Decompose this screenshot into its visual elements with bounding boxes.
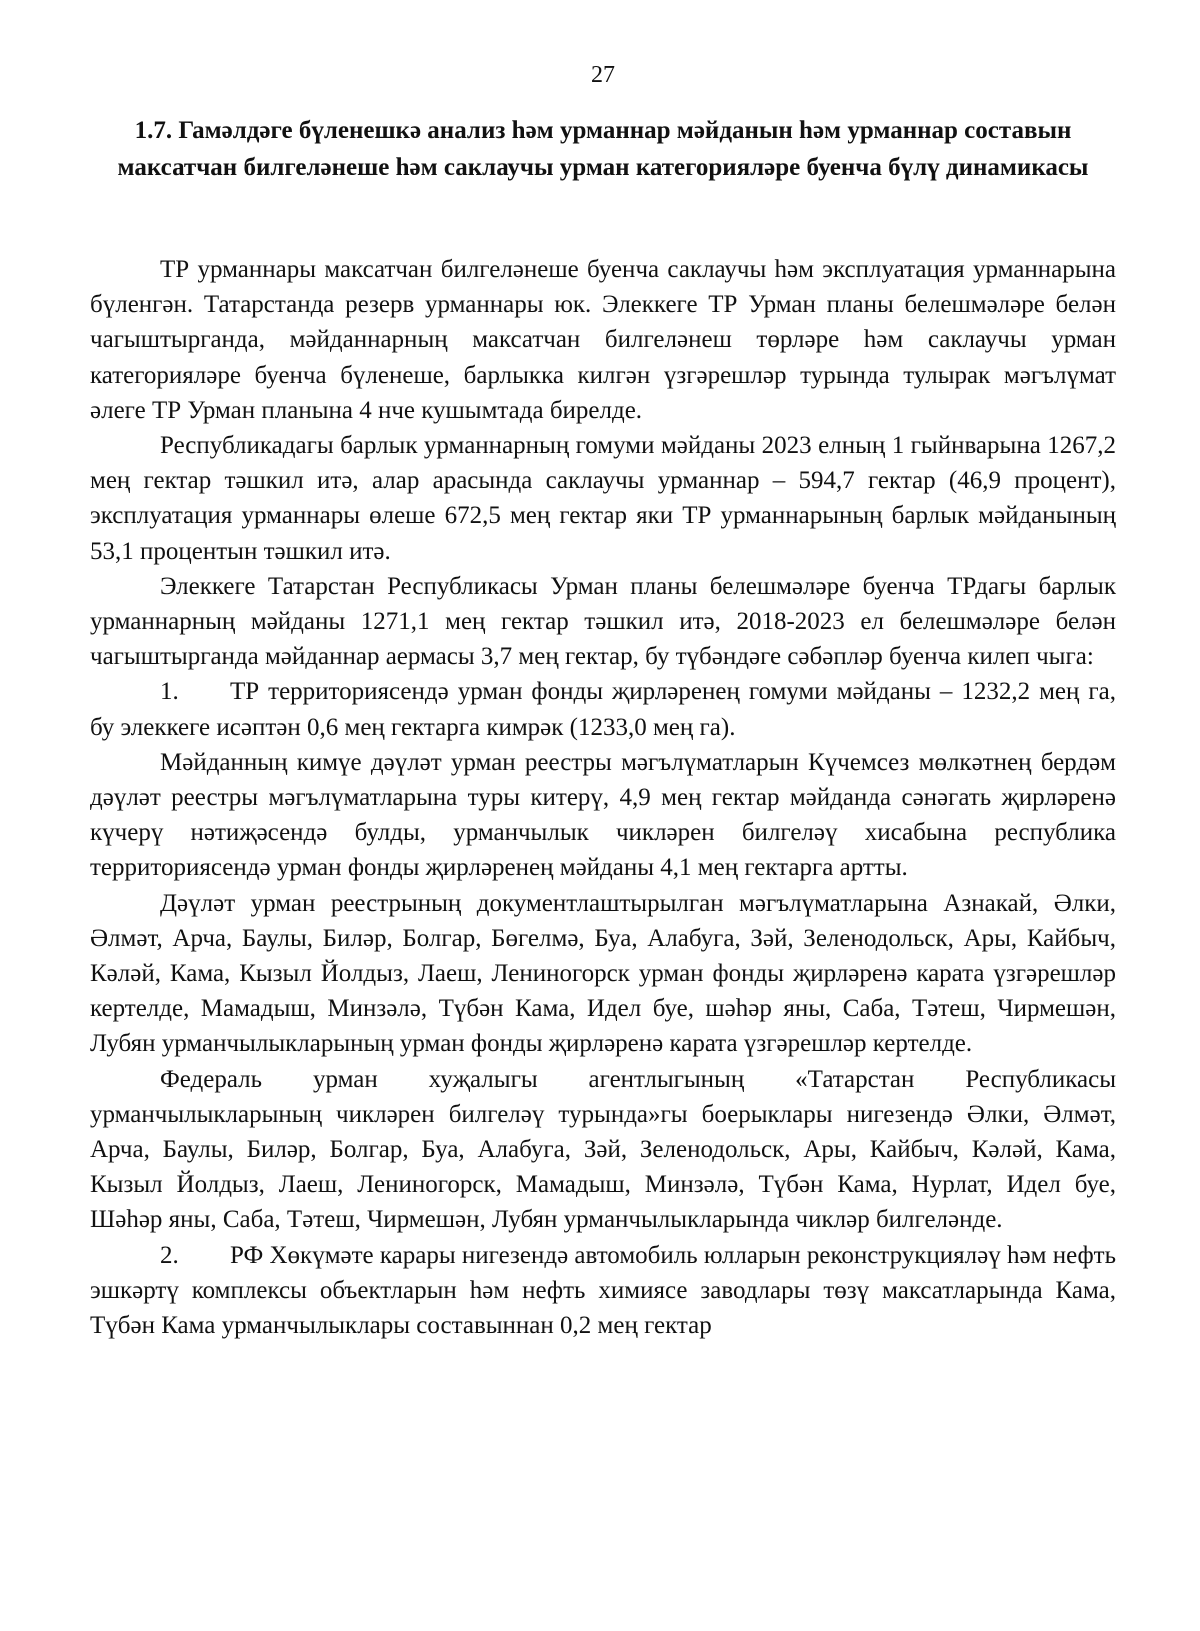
item-number: 1. <box>160 678 179 706</box>
item-number: 2. <box>160 1241 179 1269</box>
paragraph: Федераль урман хуҗалыгы агентлыгының «Татарстан Республикасы урманчылыкларының чикләрен билгеләү турында»гы боерыклары нигезендә Әлки, Әлмәт, Арча, Баулы, Биләр, Болгар, Буа, Алабуга, Зәй, Зеленодольск, Ары, Кайбыч, Кәләй, Кама, Кызыл Йолдыз, Лаеш, Лениногорск, Мамадыш, Минзәлә, Түбән Кама, Нурлат, Идел буе, Шәһәр яны, Саба, Тәтеш, Чирмешән, Лубян урманчылыкларында чикләр билгеләнде. <box>90 1065 1116 1234</box>
body-text <box>90 252 1116 1343</box>
numbered-item-1 <box>90 674 1116 744</box>
numbered-item-2 <box>90 1238 1116 1344</box>
item-text: РФ Хөкүмәте карары нигезендә автомобиль юлларын реконструкцияләү һәм нефть эшкәртү комплексы объектларын һәм нефть химиясе заводлары төзү максатларында Кама, Түбән Кама урманчылыклары составыннан 0,2 мең гектар <box>90 1241 1116 1340</box>
paragraph: Республикадагы барлык урманнарның гомуми мәйданы 2023 елның 1 гыйнварына 1267,2 мең гектар тәшкил итә, алар арасында саклаучы урманнар – 594,7 гектар (46,9 процент), эксплуатация урманнары өлеше 672,5 мең гектар яки ТР урманнарының барлык мәйданының 53,1 процентын тәшкил итә. <box>90 432 1116 565</box>
paragraph: Дәүләт урман реестрының документлаштырылган мәгълүматларына Азнакай, Әлки, Әлмәт, Арча, Баулы, Биләр, Болгар, Бөгелмә, Буа, Алабуга, Зәй, Зеленодольск, Ары, Кайбыч, Кәләй, Кама, Кызыл Йолдыз, Лаеш, Лениногорск урман фонды җирләренә карата үзгәрешләр кертелде, Мамадыш, Минзәлә, Түбән Кама, Идел буе, шәһәр яны, Саба, Тәтеш, Чирмешән, Лубян урманчылыкларының урман фонды җирләренә карата үзгәрешләр кертелде. <box>90 889 1116 1058</box>
section-heading: 1.7. Гамәлдәге бүленешкә анализ һәм урманнар мәйданын һәм урманнар составын максатчан билгеләнеше һәм саклаучы урман категорияләре буенча бүлү динамикасы <box>117 117 1089 181</box>
item-text: ТР территориясендә урман фонды җирләренең гомуми мәйданы – 1232,2 мең га, бу элеккеге исәптән 0,6 мең гектарга кимрәк (1233,0 мең га). <box>90 678 1116 741</box>
paragraph: ТР урманнары максатчан билгеләнеше буенча саклаучы һәм эксплуатация урманнарына бүленгән. Татарстанда резерв урманнары юк. Элеккеге ТР Урман планы белешмәләре белән чагыштырганда, мәйданнарның максатчан билгеләнеш төрләре һәм саклаучы урман категорияләре буенча бүленеше, барлыкка килгән үзгәрешләр турында тулырак мәгълүмат әлеге ТР Урман планына 4 нче кушымтада бирелде. <box>90 256 1116 424</box>
page-number: 27 <box>591 62 615 88</box>
paragraph: Элеккеге Татарстан Республикасы Урман планы белешмәләре буенча ТРдагы барлык урманнарның мәйданы 1271,1 мең гектар тәшкил итә, 2018-2023 ел белешмәләре белән чагыштырганда мәйданнар аермасы 3,7 мең гектар, бу түбәндәге сәбәпләр буенча килеп чыга: <box>90 572 1116 671</box>
paragraph: Мәйданның кимүе дәүләт урман реестры мәгълүматларын Күчемсез мөлкәтнең бердәм дәүләт реестры мәгълүматларына туры китерү, 4,9 мең гектар мәйданда сәнәгать җирләренә күчерү нәтиҗәсендә булды, урманчылык чикләрен билгеләү хисабына республика территориясендә урман фонды җирләренең мәйданы 4,1 мең гектарга артты. <box>90 748 1116 882</box>
